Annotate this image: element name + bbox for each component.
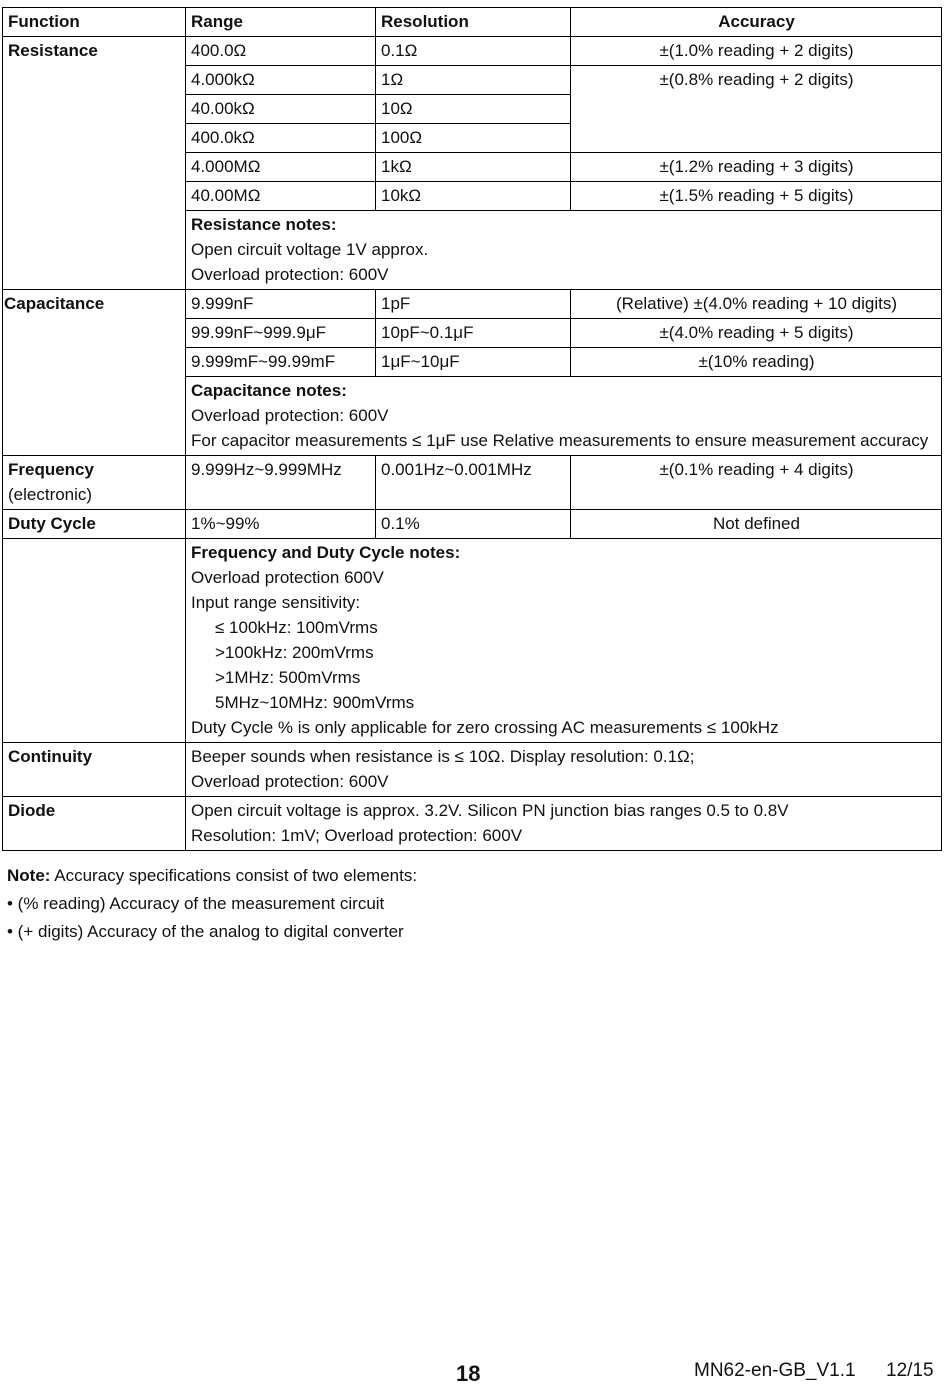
accuracy-cell: ±(10% reading) xyxy=(571,348,942,377)
sensitivity-line: >100kHz: 200mVrms xyxy=(215,643,374,662)
document-date: 12/15 xyxy=(886,1360,934,1381)
note-line: Open circuit voltage 1V approx. xyxy=(191,240,429,259)
page-number: 18 xyxy=(456,1361,481,1386)
function-capacitance: Capacitance xyxy=(3,290,186,456)
empty-function-cell xyxy=(3,539,186,743)
table-row xyxy=(3,37,942,66)
note-line: For capacitor measurements ≤ 1μF use Relative measurements to ensure measurement accuracy xyxy=(191,431,929,450)
table-row xyxy=(3,510,942,539)
note-line: Overload protection: 600V xyxy=(191,406,389,425)
accuracy-cell: ±(1.2% reading + 3 digits) xyxy=(571,153,942,182)
specification-table xyxy=(2,7,942,851)
function-resistance: Resistance xyxy=(3,37,186,290)
range-cell: 40.00kΩ xyxy=(186,95,376,124)
header-accuracy: Accuracy xyxy=(571,8,942,37)
resolution-cell: 0.1Ω xyxy=(376,37,571,66)
range-cell: 9.999nF xyxy=(186,290,376,319)
header-row xyxy=(3,8,942,37)
accuracy-cell: ±(0.1% reading + 4 digits) xyxy=(571,456,942,510)
resolution-cell: 1pF xyxy=(376,290,571,319)
range-cell: 400.0kΩ xyxy=(186,124,376,153)
description-line: Resolution: 1mV; Overload protection: 600V xyxy=(191,826,523,845)
accuracy-cell: (Relative) ±(4.0% reading + 10 digits) xyxy=(571,290,942,319)
table-row xyxy=(3,456,942,510)
note-bullet: • (+ digits) Accuracy of the analog to digital converter xyxy=(7,922,404,941)
note-heading xyxy=(7,864,417,888)
function-duty-cycle: Duty Cycle xyxy=(3,510,186,539)
accuracy-note xyxy=(7,864,417,944)
description-line: Open circuit voltage is approx. 3.2V. Silicon PN junction bias ranges 0.5 to 0.8V xyxy=(191,801,789,820)
header-range: Range xyxy=(186,8,376,37)
resolution-cell: 1μF~10μF xyxy=(376,348,571,377)
sensitivity-line: ≤ 100kHz: 100mVrms xyxy=(215,618,378,637)
accuracy-cell: ±(1.5% reading + 5 digits) xyxy=(571,182,942,211)
resolution-cell: 0.1% xyxy=(376,510,571,539)
sensitivity-line: 5MHz~10MHz: 900mVrms xyxy=(215,693,415,712)
range-cell: 99.99nF~999.9μF xyxy=(186,319,376,348)
notes-title: Frequency and Duty Cycle notes: xyxy=(191,543,461,562)
note-line: Input range sensitivity: xyxy=(191,593,361,612)
range-cell: 9.999mF~99.99mF xyxy=(186,348,376,377)
range-cell: 40.00MΩ xyxy=(186,182,376,211)
range-cell: 1%~99% xyxy=(186,510,376,539)
capacitance-notes xyxy=(186,377,942,456)
description-line: Beeper sounds when resistance is ≤ 10Ω. Display resolution: 0.1Ω; xyxy=(191,747,695,766)
table-row xyxy=(3,743,942,797)
table-row xyxy=(3,290,942,319)
note-bullet: • (% reading) Accuracy of the measurement circuit xyxy=(7,894,385,913)
accuracy-cell: ±(1.0% reading + 2 digits) xyxy=(571,37,942,66)
sensitivity-line: >1MHz: 500mVrms xyxy=(215,668,361,687)
accuracy-cell: ±(4.0% reading + 5 digits) xyxy=(571,319,942,348)
range-cell: 9.999Hz~9.999MHz xyxy=(186,456,376,510)
resolution-cell: 1kΩ xyxy=(376,153,571,182)
header-function: Function xyxy=(3,8,186,37)
frequency-label: Frequency xyxy=(8,460,94,479)
accuracy-cell: ±(0.8% reading + 2 digits) xyxy=(571,66,942,153)
function-diode: Diode xyxy=(3,797,186,851)
note-line: Overload protection 600V xyxy=(191,568,384,587)
range-cell: 4.000MΩ xyxy=(186,153,376,182)
frequency-sublabel: (electronic) xyxy=(8,485,93,504)
resistance-notes xyxy=(186,211,942,290)
accuracy-cell: Not defined xyxy=(571,510,942,539)
range-cell: 400.0Ω xyxy=(186,37,376,66)
resolution-cell: 100Ω xyxy=(376,124,571,153)
diode-description xyxy=(186,797,942,851)
header-resolution: Resolution xyxy=(376,8,571,37)
continuity-description xyxy=(186,743,942,797)
function-continuity: Continuity xyxy=(3,743,186,797)
range-cell: 4.000kΩ xyxy=(186,66,376,95)
resolution-cell: 1Ω xyxy=(376,66,571,95)
document-code: MN62-en-GB_V1.1 xyxy=(694,1360,856,1381)
resolution-cell: 10pF~0.1μF xyxy=(376,319,571,348)
resolution-cell: 0.001Hz~0.001MHz xyxy=(376,456,571,510)
resolution-cell: 10Ω xyxy=(376,95,571,124)
function-frequency xyxy=(3,456,186,510)
resolution-cell: 10kΩ xyxy=(376,182,571,211)
notes-title: Resistance notes: xyxy=(191,215,337,234)
notes-title: Capacitance notes: xyxy=(191,381,347,400)
frequency-duty-notes xyxy=(186,539,942,743)
notes-row xyxy=(3,539,942,743)
table-row xyxy=(3,797,942,851)
note-line: Overload protection: 600V xyxy=(191,265,389,284)
note-line: Duty Cycle % is only applicable for zero crossing AC measurements ≤ 100kHz xyxy=(191,718,779,737)
note-label: Note: xyxy=(7,866,51,885)
description-line: Overload protection: 600V xyxy=(191,772,389,791)
note-text: Accuracy specifications consist of two elements: xyxy=(50,866,418,885)
